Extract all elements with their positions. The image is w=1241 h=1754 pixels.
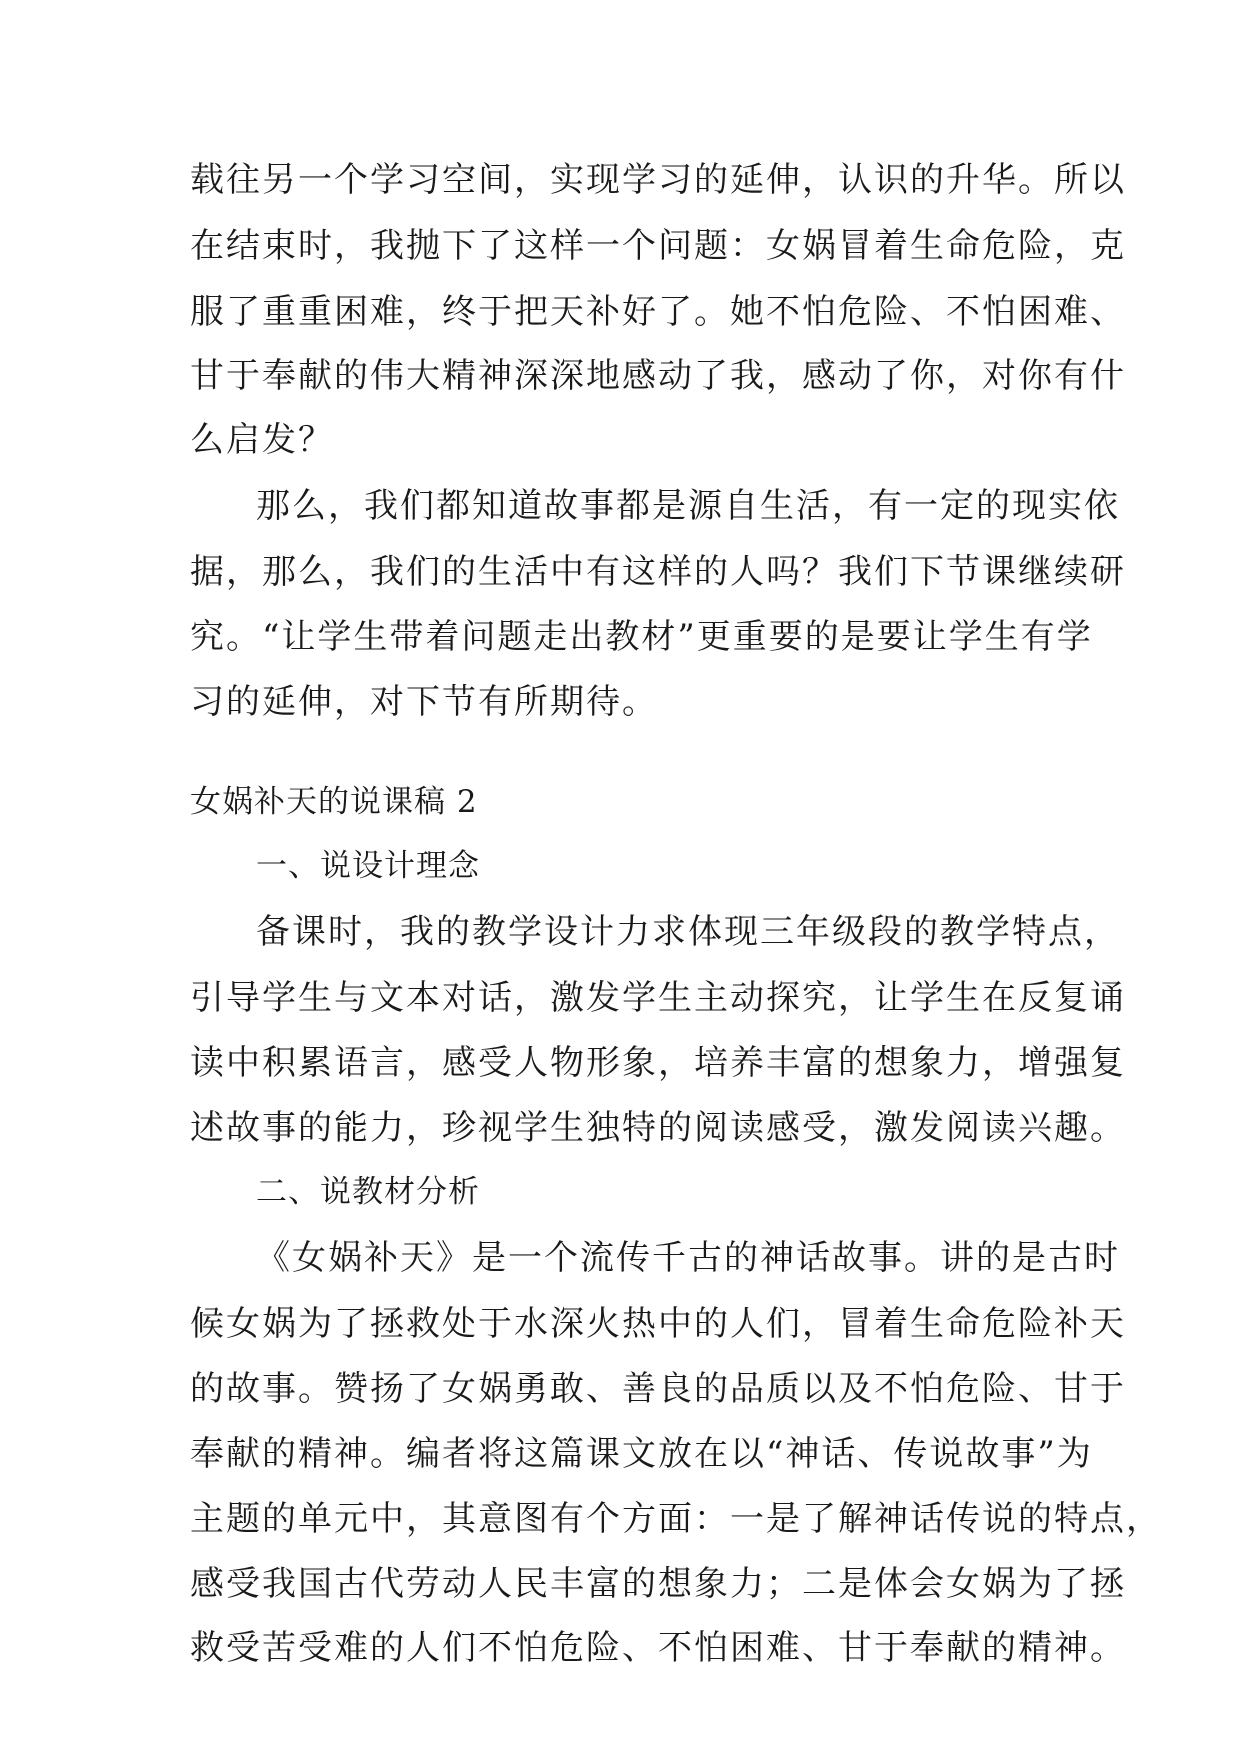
heading-design-concept: 一、说设计理念 [256, 848, 480, 884]
paragraph-4-line-4: 奉献的精神。编者将这篇课文放在以“神话、传说故事”为 [190, 1434, 1093, 1474]
paragraph-4-line-6: 感受我国古代劳动人民丰富的想象力；二是体会女娲为了拯 [190, 1564, 1126, 1604]
paragraph-4-line-3: 的故事。赞扬了女娲勇敢、善良的品质以及不怕危险、甘于 [190, 1369, 1126, 1409]
paragraph-1-line-1: 载往另一个学习空间，实现学习的延伸，认识的升华。所以 [190, 160, 1126, 200]
paragraph-4-line-7: 救受苦受难的人们不怕危险、不怕困难、甘于奉献的精神。 [190, 1628, 1126, 1668]
paragraph-1-line-2: 在结束时，我抛下了这样一个问题：女娲冒着生命危险，克 [190, 226, 1126, 266]
paragraph-2-line-1: 那么，我们都知道故事都是源自生活，有一定的现实依 [256, 486, 1120, 526]
paragraph-1-line-3: 服了重重困难，终于把天补好了。她不怕危险、不怕困难、 [190, 292, 1126, 332]
paragraph-3-line-3: 读中积累语言，感受人物形象，培养丰富的想象力，增强复 [190, 1043, 1126, 1083]
paragraph-1-line-5: 么启发？ [190, 420, 334, 460]
heading-textbook-analysis: 二、说教材分析 [256, 1174, 480, 1210]
paragraph-3-line-4: 述故事的能力，珍视学生独特的阅读感受，激发阅读兴趣。 [190, 1108, 1126, 1148]
paragraph-4-line-1: 《女娲补天》是一个流传千古的神话故事。讲的是古时 [256, 1238, 1120, 1278]
paragraph-3-line-1: 备课时，我的教学设计力求体现三年级段的教学特点， [256, 912, 1120, 952]
paragraph-2-line-3: 究。“让学生带着问题走出教材”更重要的是要让学生有学 [190, 617, 1093, 657]
paragraph-4-line-2: 候女娲为了拯救处于水深火热中的人们，冒着生命危险补天 [190, 1304, 1126, 1344]
paragraph-3-line-2: 引导学生与文本对话，激发学生主动探究，让学生在反复诵 [190, 978, 1126, 1018]
paragraph-2-line-4: 习的延伸，对下节有所期待。 [190, 682, 658, 722]
paragraph-4-line-5: 主题的单元中，其意图有个方面：一是了解神话传说的特点， [190, 1499, 1162, 1539]
paragraph-2-line-2: 据，那么，我们的生活中有这样的人吗？我们下节课继续研 [190, 552, 1126, 592]
paragraph-1-line-4: 甘于奉献的伟大精神深深地感动了我，感动了你，对你有什 [190, 356, 1126, 396]
section-title: 女娲补天的说课稿 2 [190, 784, 478, 820]
